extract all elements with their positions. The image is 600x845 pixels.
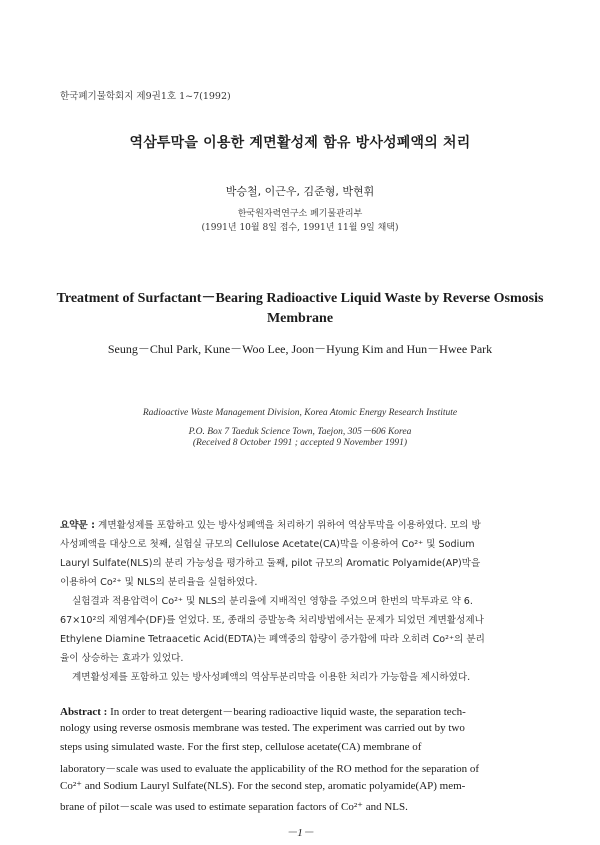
english-affiliation-line3: (Received 8 October 1991 ; accepted 9 November 1991): [192, 438, 408, 448]
english-abstract-line: laboratory－scale was used to evaluate the applicability of the RO method for the separation of: [60, 763, 480, 775]
korean-abstract-label: 요약문 :: [60, 520, 95, 531]
korean-dates: (1991년 10월 8일 접수, 1991년 11월 9일 채택): [201, 223, 399, 233]
korean-abstract-line: 67×10²의 제염계수(DF)를 얻었다. 또, 종래의 증발농축 처리방법에서는 문제가 되었던 계면활성제나: [60, 615, 484, 626]
english-abstract-line: nology using reverse osmosis membrane was tested. The experiment was carried out by two: [60, 722, 465, 734]
english-abstract-line: [60, 703, 540, 719]
english-title: [55, 289, 545, 329]
korean-abstract-line: 계면활성제를 포함하고 있는 방사성폐액의 역삼투분리막을 이용한 처리가 가능함을 제시하였다.: [72, 672, 471, 683]
journal-reference: 한국폐기물학회지 제9권1호 1~7(1992): [60, 91, 231, 102]
english-abstract-label: Abstract :: [60, 706, 108, 718]
english-title-line1: Treatment of Surfactant－Bearing Radioactive Liquid Waste by Reverse Osmosis: [56, 291, 544, 306]
korean-abstract-line: Ethylene Diamine Tetraacetic Acid(EDTA)는 폐액중의 함량이 증가함에 따라 오히려 Co²⁺의 분리: [60, 634, 485, 645]
english-abstract-line: brane of pilot－scale was used to estimate separation factors of Co²⁺ and NLS.: [60, 801, 408, 813]
english-affiliation-line1: Radioactive Waste Management Division, Korea Atomic Energy Research Institute: [142, 408, 458, 418]
korean-abstract-line: 사성폐액을 대상으로 첫째, 실험실 규모의 Cellulose Acetate(CA)막을 이용하여 Co²⁺ 및 Sodium: [60, 539, 475, 550]
english-abstract-text: In order to treat detergent－bearing radioactive liquid waste, the separation tech-: [110, 706, 466, 718]
english-affiliation-line2: P.O. Box 7 Taeduk Science Town, Taejon, 305－606 Korea: [188, 427, 412, 437]
korean-title: 역삼투막을 이용한 계면활성제 함유 방사성폐액의 처리: [129, 135, 471, 151]
english-abstract-line: steps using simulated waste. For the first step, cellulose acetate(CA) membrane of: [60, 741, 422, 753]
korean-abstract-line: 실험결과 적용압력이 Co²⁺ 및 NLS의 분리율에 지배적인 영향을 주었으며 한번의 막투과로 약 6.: [72, 596, 473, 607]
page-number: －1－: [286, 827, 314, 839]
korean-abstract-line: 율이 상승하는 효과가 있었다.: [60, 653, 184, 664]
korean-abstract-text: 계면활성제를 포함하고 있는 방사성폐액을 처리하기 위하여 역삼투막을 이용하였다. 모의 방: [98, 520, 481, 531]
korean-abstract-line: 이용하여 Co²⁺ 및 NLS의 분리율을 실험하였다.: [60, 577, 258, 588]
korean-affiliation: 한국원자력연구소 폐기물관리부: [237, 209, 363, 219]
korean-authors: 박승철, 이근우, 김준형, 박현휘: [225, 185, 375, 198]
korean-abstract-line: Lauryl Sulfate(NLS)의 분리 가능성을 평가하고 둘째, pilot 규모의 Aromatic Polyamide(AP)막을: [60, 558, 481, 569]
english-abstract-line: Co²⁺ and Sodium Lauryl Sulfate(NLS). For the second step, aromatic polyamide(AP) mem-: [60, 780, 466, 792]
english-title-line2: Membrane: [266, 311, 334, 326]
english-authors: Seung－Chul Park, Kune－Woo Lee, Joon－Hyung Kim and Hun－Hwee Park: [107, 342, 493, 356]
korean-abstract-line: [60, 517, 540, 531]
